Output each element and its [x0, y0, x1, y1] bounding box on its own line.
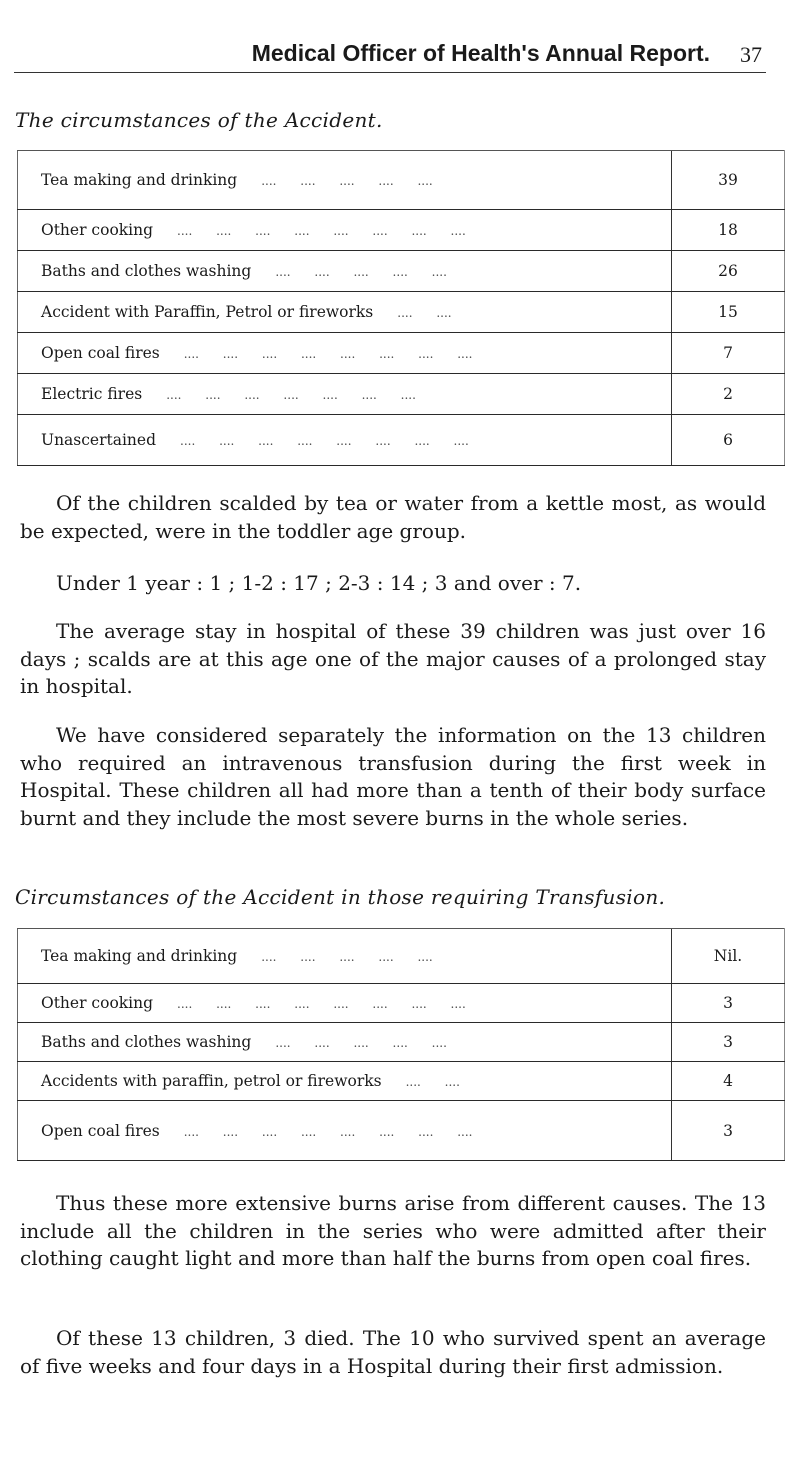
- row-label: Accidents with paraffin, petrol or fireworks: [41, 1072, 382, 1090]
- leader-dots: .... .... .... .... .... .... .... ....: [177, 224, 466, 238]
- row-label: Tea making and drinking: [41, 171, 238, 189]
- row-value: 39: [672, 151, 785, 210]
- paragraph: Thus these more extensive burns arise from different causes. The 13 include all the children in the series who were admitted after their clothing caught light and more than half the burns from open coal fires.: [20, 1191, 766, 1270]
- row-label-cell: [18, 415, 672, 466]
- row-label-cell: [18, 929, 672, 984]
- leader-dots: .... .... .... .... .... .... .... ....: [183, 1124, 473, 1139]
- header-rule: [14, 72, 766, 73]
- paragraph: Of the children scalded by tea or water from a kettle most, as would be expected, were in the toddler age group.: [20, 491, 766, 543]
- table-row: [18, 333, 785, 374]
- row-label-cell: [18, 1023, 672, 1062]
- table-row: [18, 1101, 785, 1161]
- row-label-cell: [18, 1101, 672, 1161]
- row-label-cell: [18, 292, 672, 333]
- row-label-cell: [18, 333, 672, 374]
- leader-dots: .... .... .... .... .... .... .... ....: [180, 434, 469, 448]
- row-value: 2: [672, 374, 785, 415]
- table-row: [18, 251, 785, 292]
- page-header: [0, 40, 800, 80]
- row-label-cell: [18, 1062, 672, 1101]
- row-label-cell: [18, 374, 672, 415]
- row-value: 3: [672, 1023, 785, 1062]
- table-row: [18, 984, 785, 1023]
- leader-dots: .... ....: [405, 1075, 460, 1089]
- page-number: 37: [740, 42, 762, 67]
- circumstances-table: [17, 150, 785, 466]
- transfusion-table: [17, 928, 785, 1161]
- leader-dots: .... .... .... .... ....: [275, 1036, 447, 1050]
- paragraph: Of these 13 children, 3 died. The 10 who survived spent an average of five weeks and four days in a Hospital during their first admission.: [20, 1326, 766, 1378]
- leader-dots: .... .... .... .... .... .... ....: [166, 388, 416, 402]
- row-label: Tea making and drinking: [41, 947, 238, 965]
- row-label: Accident with Paraffin, Petrol or fireworks: [41, 303, 374, 321]
- table-row: [18, 1023, 785, 1062]
- row-label: Other cooking: [41, 221, 154, 239]
- row-value: Nil.: [672, 929, 785, 984]
- row-value: 3: [672, 984, 785, 1023]
- section-heading-circumstances: The circumstances of the Accident.: [15, 108, 383, 132]
- table-row: [18, 210, 785, 251]
- leader-dots: .... .... .... .... ....: [261, 174, 433, 188]
- table-row: [18, 415, 785, 466]
- row-value: 18: [672, 210, 785, 251]
- row-label: Baths and clothes washing: [41, 1033, 252, 1051]
- section-heading-transfusion: Circumstances of the Accident in those requiring Transfusion.: [15, 885, 666, 909]
- table-row: [18, 374, 785, 415]
- row-label-cell: [18, 151, 672, 210]
- row-label: Baths and clothes washing: [41, 262, 252, 280]
- row-value: 6: [672, 415, 785, 466]
- row-value: 3: [672, 1101, 785, 1161]
- leader-dots: .... .... .... .... .... .... .... ....: [177, 997, 466, 1011]
- leader-dots: .... .... .... .... ....: [261, 950, 433, 964]
- table-row: [18, 151, 785, 210]
- row-label-cell: [18, 251, 672, 292]
- leader-dots: .... ....: [397, 306, 452, 320]
- leader-dots: .... .... .... .... .... .... .... ....: [183, 347, 473, 361]
- row-value: 26: [672, 251, 785, 292]
- leader-dots: .... .... .... .... ....: [275, 265, 447, 279]
- row-label-cell: [18, 984, 672, 1023]
- table-row: [18, 292, 785, 333]
- row-label: Open coal fires: [41, 344, 160, 362]
- paragraph: The average stay in hospital of these 39 children was just over 16 days ; scalds are at this age one of the major causes of a prolonged stay in hospital.: [20, 619, 766, 698]
- row-value: 4: [672, 1062, 785, 1101]
- row-label: Unascertained: [41, 431, 157, 449]
- row-label: Other cooking: [41, 994, 154, 1012]
- row-value: 15: [672, 292, 785, 333]
- table-row: [18, 1062, 785, 1101]
- row-label: Open coal fires: [41, 1121, 160, 1140]
- paragraph: We have considered separately the information on the 13 children who required an intravenous transfusion during the first week in Hospital. These children all had more than a tenth of their body surface burnt and they include the most severe burns in the whole series.: [20, 723, 766, 830]
- report-title: Medical Officer of Health's Annual Report.: [251, 40, 710, 66]
- row-value: 7: [672, 333, 785, 374]
- row-label: Electric fires: [41, 385, 143, 403]
- table-row: [18, 929, 785, 984]
- age-group-line: Under 1 year : 1 ; 1-2 : 17 ; 2-3 : 14 ; 3 and over : 7.: [56, 571, 582, 595]
- row-label-cell: [18, 210, 672, 251]
